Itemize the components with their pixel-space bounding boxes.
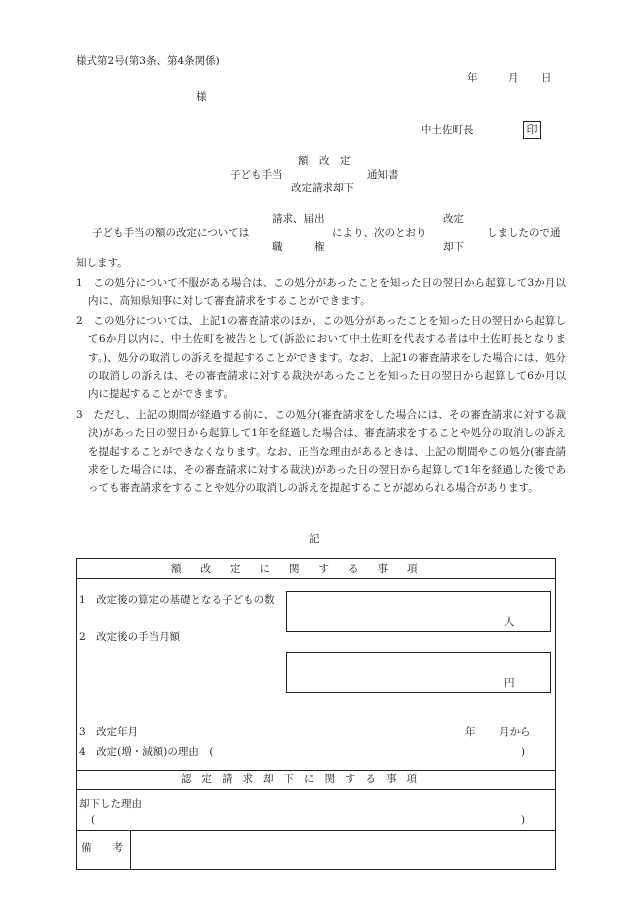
ki-label: 記 (309, 533, 320, 545)
divider (77, 789, 555, 790)
reject-label: 却下した理由 (79, 798, 142, 810)
item3-month: 月から (499, 726, 531, 738)
title-right: 通知書 (367, 169, 399, 181)
reject-close: ) (521, 814, 526, 826)
reject-open: ( (91, 814, 96, 826)
item4-close: ) (521, 746, 526, 758)
item1-label: 1 改定後の算定の基礎となる子どもの数 (79, 594, 275, 606)
intro-lower-a: 職 権 (272, 241, 325, 253)
intro-upper-a: 請求、届出 (272, 213, 325, 225)
intro-lower-b: 却下 (443, 241, 464, 253)
seal-stamp: 印 (523, 121, 541, 139)
item3-label: 3 改定年月 (79, 726, 139, 738)
divider (77, 770, 555, 771)
divider (77, 830, 555, 831)
item3-year: 年 (465, 726, 476, 738)
form-number: 様式第2号(第3条、第4条関係) (76, 55, 220, 67)
issuer-name: 中土佐町長 (421, 124, 474, 136)
item4-label: 4 改定(増・減額)の理由 ( (79, 746, 214, 758)
note-2: 2 この処分については、上記1の審査請求のほか、この処分があったことを知った日の翌日から起算して6か月以内に、中土佐町を被告として(訴訟において中土佐町を代表する者は中土佐町長となります。)、処分の取消しの訴えを提起することができます。なお、上記1の審査請求をした場合には、処分の取消しの訴えは、その審査請求に対する裁決があったことを知った日の翌日から起算して6か月以内に提起することができます。 (76, 315, 566, 401)
note-1: 1 この処分について不服がある場合は、この処分があったことを知った日の翌日から起算して3か月以内に、高知県知事に対して審査請求をすることができます。 (76, 277, 566, 308)
intro-line2: 知します。 (76, 257, 128, 269)
title-line3: 改定請求却下 (291, 182, 354, 194)
date-year-label: 年 (467, 72, 478, 84)
section1-header: 額改定に関する事項 (171, 563, 437, 575)
title-left: 子ども手当 (230, 169, 283, 181)
intro-main-c: しましたので通 (487, 227, 561, 239)
date-day-label: 日 (541, 72, 552, 84)
item1-unit: 人 (504, 616, 515, 628)
date-month-label: 月 (508, 72, 519, 84)
divider (77, 578, 555, 579)
item2-label: 2 改定後の手当月額 (79, 631, 181, 643)
intro-main-a: 子ども手当の額の改定については (92, 227, 250, 239)
form-table (76, 558, 556, 870)
remarks-field[interactable] (133, 833, 553, 867)
note-3: 3 ただし、上記の期間が経過する前に、この処分(審査請求をした場合には、その審査請求に対する裁決)があった日の翌日から起算して1年を経過した場合は、審査請求をすることや処分の取消しの訴えを提起することができなくなります。なお、正当な理由があるときは、上記の期間やこの処分(審査請求をした場合には、その審査請求に対する裁決)があった日の翌日から起算して1年を経過した後であっても審査請求をすることや処分の取消しの訴えを提起することが認められる場合があります。 (76, 409, 566, 495)
remarks-divider (130, 830, 131, 869)
item2-unit: 円 (504, 677, 515, 689)
intro-main-b: により、次のとおり (332, 227, 427, 239)
section2-header: 認定請求却下に関する事項 (181, 773, 427, 785)
title-line1: 額 改 定 (298, 155, 351, 167)
remarks-label: 備 考 (81, 842, 123, 854)
intro-upper-b: 改定 (443, 213, 464, 225)
addressee-sama: 様 (196, 91, 207, 103)
